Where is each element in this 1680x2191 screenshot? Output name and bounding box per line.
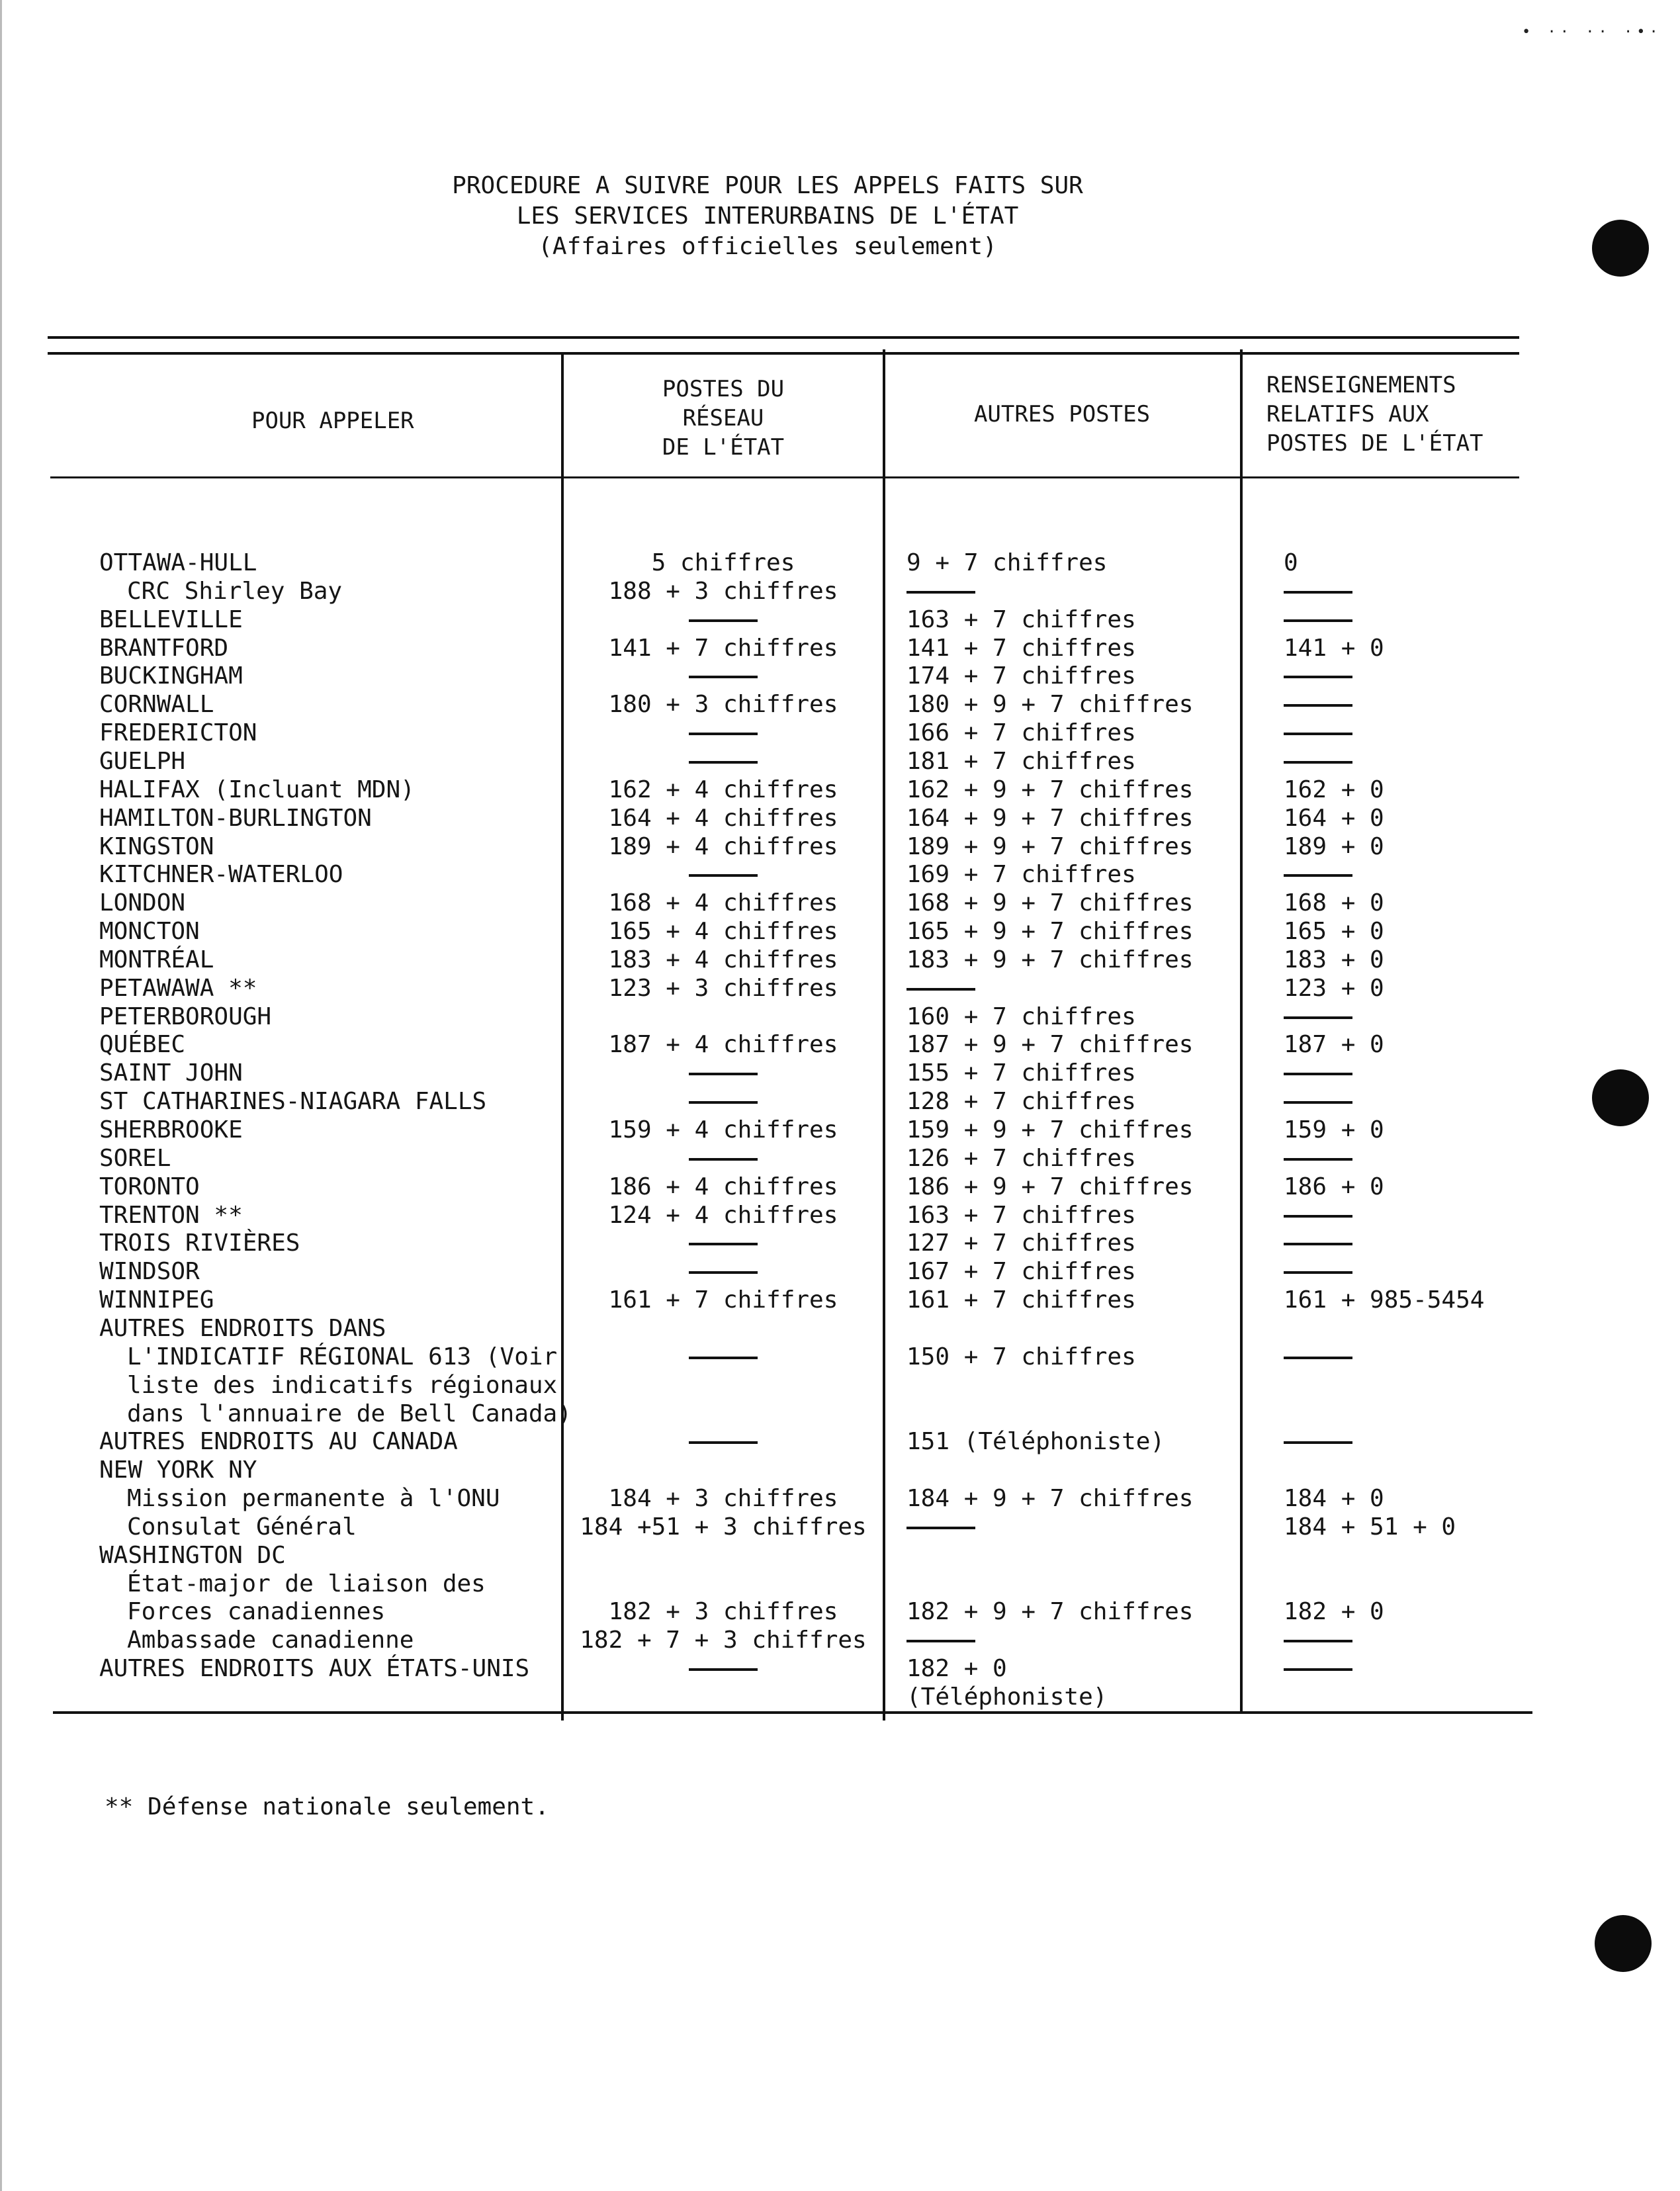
cell-destination: dans l'annuaire de Bell Canada) [127, 1400, 572, 1427]
dash-mark [689, 733, 758, 735]
table-row [0, 549, 1588, 577]
cell-renseignements [1284, 578, 1352, 605]
cell-reseau [566, 1343, 880, 1371]
dash-mark [906, 1527, 975, 1529]
header-renseignements [1266, 371, 1483, 458]
cell-destination: SOREL [99, 1145, 171, 1172]
dash-mark [1284, 733, 1352, 735]
cell-destination: HALIFAX (Incluant MDN) [99, 776, 415, 803]
cell-destination: AUTRES ENDROITS AU CANADA [99, 1428, 458, 1455]
table-row [0, 1202, 1588, 1230]
cell-renseignements: 164 + 0 [1284, 805, 1384, 832]
cell-renseignements: 165 + 0 [1284, 918, 1384, 945]
cell-reseau: 161 + 7 chiffres [608, 1286, 838, 1314]
cell-destination: PETAWAWA ** [99, 975, 257, 1002]
cell-renseignements [1284, 1230, 1352, 1257]
title-line-1: PROCEDURE A SUIVRE POUR LES APPELS FAITS SUR [452, 172, 1083, 199]
cell-reseau: 187 + 4 chiffres [608, 1031, 838, 1058]
header-rens-line: RENSEIGNEMENTS [1266, 372, 1456, 398]
cell-reseau: 164 + 4 chiffres [608, 805, 838, 832]
cell-destination: BRANTFORD [99, 635, 229, 662]
table-row [0, 1683, 1588, 1711]
dash-mark [1284, 1016, 1352, 1019]
punch-hole-top [1592, 220, 1649, 277]
cell-autres: 184 + 9 + 7 chiffres [906, 1485, 1194, 1512]
cell-reseau: 188 + 3 chiffres [608, 578, 838, 605]
cell-destination: TROIS RIVIÈRES [99, 1230, 300, 1257]
cell-reseau: 184 + 3 chiffres [608, 1485, 838, 1512]
cell-destination: QUÉBEC [99, 1031, 186, 1058]
cell-reseau: 162 + 4 chiffres [608, 776, 838, 803]
cell-reseau: 186 + 4 chiffres [608, 1173, 838, 1200]
cell-destination: ST CATHARINES-NIAGARA FALLS [99, 1088, 487, 1115]
cell-destination: MONTRÉAL [99, 946, 214, 973]
table-row [0, 1627, 1588, 1654]
punch-hole-bottom [1595, 1915, 1652, 1972]
cell-autres: 169 + 7 chiffres [906, 861, 1136, 888]
table-row [0, 1513, 1588, 1541]
table-row [0, 1230, 1588, 1257]
table-row [0, 1031, 1588, 1059]
table-row [0, 578, 1588, 605]
cell-autres: 163 + 7 chiffres [906, 606, 1136, 633]
cell-destination: MONCTON [99, 918, 200, 945]
table-row [0, 748, 1588, 776]
cell-autres: 160 + 7 chiffres [906, 1003, 1136, 1030]
cell-renseignements: 168 + 0 [1284, 889, 1384, 917]
cell-reseau [566, 719, 880, 747]
dash-mark [689, 619, 758, 622]
table-row [0, 1116, 1588, 1144]
dash-mark [906, 1640, 975, 1642]
cell-destination: AUTRES ENDROITS AUX ÉTATS-UNIS [99, 1655, 530, 1682]
table-row [0, 918, 1588, 946]
table-row [0, 1542, 1588, 1570]
table-row [0, 1598, 1588, 1626]
cell-reseau [566, 1258, 880, 1286]
cell-reseau [566, 1428, 880, 1456]
cell-renseignements: 184 + 51 + 0 [1284, 1513, 1456, 1541]
table-row [0, 946, 1588, 974]
table-row [0, 1400, 1588, 1428]
cell-renseignements [1284, 1059, 1352, 1087]
cell-renseignements [1284, 1258, 1352, 1286]
table-row [0, 1286, 1588, 1314]
cell-destination: FREDERICTON [99, 719, 257, 746]
table-top-rule-2 [48, 352, 1519, 355]
table-row [0, 1570, 1588, 1598]
cell-renseignements: 189 + 0 [1284, 833, 1384, 860]
cell-reseau: 182 + 3 chiffres [608, 1598, 838, 1625]
dash-mark [1284, 1101, 1352, 1104]
cell-destination: SHERBROOKE [99, 1116, 243, 1143]
cell-renseignements: 159 + 0 [1284, 1116, 1384, 1143]
cell-autres: 167 + 7 chiffres [906, 1258, 1136, 1285]
cell-autres: 168 + 9 + 7 chiffres [906, 889, 1194, 917]
cell-autres: 151 (Téléphoniste) [906, 1428, 1165, 1455]
cell-autres: 166 + 7 chiffres [906, 719, 1136, 746]
cell-destination: WINDSOR [99, 1258, 200, 1285]
cell-destination: TORONTO [99, 1173, 200, 1200]
cell-reseau: 182 + 7 + 3 chiffres [580, 1627, 867, 1654]
header-reseau-line: DE L'ÉTAT [662, 434, 785, 461]
cell-autres: 182 + 0 [906, 1655, 1007, 1682]
cell-destination: CORNWALL [99, 691, 214, 718]
cell-autres: 165 + 9 + 7 chiffres [906, 918, 1194, 945]
cell-reseau: 183 + 4 chiffres [608, 946, 838, 973]
table-row [0, 1258, 1588, 1286]
cell-destination: NEW YORK NY [99, 1456, 257, 1484]
cell-destination: HAMILTON-BURLINGTON [99, 805, 372, 832]
cell-reseau: 168 + 4 chiffres [608, 889, 838, 917]
title-line-3: (Affaires officielles seulement) [538, 233, 997, 260]
dash-mark [1284, 1668, 1352, 1671]
cell-autres: 180 + 9 + 7 chiffres [906, 691, 1194, 718]
cell-destination: KINGSTON [99, 833, 214, 860]
cell-autres: 164 + 9 + 7 chiffres [906, 805, 1194, 832]
table-row [0, 691, 1588, 719]
table-row [0, 1428, 1588, 1456]
cell-reseau: 189 + 4 chiffres [608, 833, 838, 860]
cell-renseignements [1284, 1088, 1352, 1116]
table-row [0, 1003, 1588, 1031]
table-row [0, 1485, 1588, 1513]
dash-mark [1284, 1243, 1352, 1245]
table-row [0, 776, 1588, 804]
cell-renseignements [1284, 662, 1352, 690]
cell-renseignements: 182 + 0 [1284, 1598, 1384, 1625]
cell-destination: Consulat Général [127, 1513, 357, 1541]
cell-renseignements: 183 + 0 [1284, 946, 1384, 973]
cell-destination: L'INDICATIF RÉGIONAL 613 (Voir [127, 1343, 558, 1370]
dash-mark [1284, 761, 1352, 764]
cell-renseignements [1284, 1627, 1352, 1654]
cell-autres: 150 + 7 chiffres [906, 1343, 1136, 1370]
dash-mark [1284, 704, 1352, 707]
cell-destination: BELLEVILLE [99, 606, 243, 633]
cell-reseau: 165 + 4 chiffres [608, 918, 838, 945]
cell-autres [906, 1627, 975, 1654]
cell-destination: PETERBOROUGH [99, 1003, 272, 1030]
cell-reseau [566, 1059, 880, 1087]
cell-autres: 187 + 9 + 7 chiffres [906, 1031, 1194, 1058]
header-reseau [566, 375, 880, 462]
cell-autres: 182 + 9 + 7 chiffres [906, 1598, 1194, 1625]
cell-destination: AUTRES ENDROITS DANS [99, 1315, 386, 1342]
cell-reseau: 123 + 3 chiffres [608, 975, 838, 1002]
cell-reseau: 124 + 4 chiffres [608, 1202, 838, 1229]
cell-renseignements [1284, 861, 1352, 889]
cell-destination: SAINT JOHN [99, 1059, 243, 1087]
scan-specks: • ·· ·· ·•· [1522, 24, 1662, 40]
cell-renseignements [1284, 1428, 1352, 1456]
cell-autres: 9 + 7 chiffres [906, 549, 1108, 576]
dash-mark [689, 1271, 758, 1274]
dash-mark [689, 874, 758, 877]
cell-destination: CRC Shirley Bay [127, 578, 343, 605]
cell-destination: LONDON [99, 889, 186, 917]
cell-destination: BUCKINGHAM [99, 662, 243, 690]
table-top-rule-1 [48, 336, 1519, 339]
cell-reseau [566, 1655, 880, 1683]
cell-destination: KITCHNER-WATERLOO [99, 861, 343, 888]
cell-renseignements: 123 + 0 [1284, 975, 1384, 1002]
table-row [0, 1315, 1588, 1343]
cell-autres: (Téléphoniste) [906, 1683, 1108, 1711]
cell-autres: 174 + 7 chiffres [906, 662, 1136, 690]
table-row [0, 1655, 1588, 1683]
dash-mark [906, 591, 975, 594]
header-destination: POUR APPELER [251, 408, 414, 434]
header-reseau-line: POSTES DU [662, 376, 785, 402]
dash-mark [689, 1357, 758, 1359]
dash-mark [1284, 1158, 1352, 1161]
title-line-2: LES SERVICES INTERURBAINS DE L'ÉTAT [516, 202, 1019, 230]
cell-destination: WASHINGTON DC [99, 1542, 286, 1569]
cell-reseau [566, 861, 880, 889]
cell-renseignements [1284, 1003, 1352, 1031]
cell-destination: État-major de liaison des [127, 1570, 486, 1597]
cell-autres [906, 578, 975, 605]
table-row [0, 606, 1588, 634]
cell-renseignements [1284, 1655, 1352, 1683]
cell-renseignements [1284, 1343, 1352, 1371]
dash-mark [1284, 1640, 1352, 1642]
cell-reseau: 141 + 7 chiffres [608, 635, 838, 662]
cell-renseignements: 141 + 0 [1284, 635, 1384, 662]
table-row [0, 1343, 1588, 1371]
cell-renseignements [1284, 748, 1352, 776]
cell-autres: 128 + 7 chiffres [906, 1088, 1136, 1115]
cell-autres: 189 + 9 + 7 chiffres [906, 833, 1194, 860]
punch-hole-middle [1592, 1069, 1649, 1126]
cell-autres: 181 + 7 chiffres [906, 748, 1136, 775]
dash-mark [689, 1073, 758, 1075]
dash-mark [1284, 1441, 1352, 1444]
table-row [0, 805, 1588, 832]
cell-reseau [566, 748, 880, 776]
dash-mark [689, 761, 758, 764]
cell-reseau: 180 + 3 chiffres [608, 691, 838, 718]
cell-renseignements [1284, 1202, 1352, 1230]
table-row [0, 1145, 1588, 1173]
table-row [0, 889, 1588, 917]
cell-destination: GUELPH [99, 748, 186, 775]
cell-renseignements: 161 + 985-5454 [1284, 1286, 1485, 1314]
cell-autres [906, 975, 975, 1003]
table-row [0, 662, 1588, 690]
cell-renseignements [1284, 1145, 1352, 1173]
table-row [0, 635, 1588, 662]
dash-mark [1284, 1073, 1352, 1075]
cell-reseau [566, 1088, 880, 1116]
table-row [0, 719, 1588, 747]
cell-autres: 161 + 7 chiffres [906, 1286, 1136, 1314]
dash-mark [1284, 1271, 1352, 1274]
cell-renseignements: 162 + 0 [1284, 776, 1384, 803]
header-autres: AUTRES POSTES [973, 401, 1151, 427]
dash-mark [689, 676, 758, 678]
cell-renseignements: 186 + 0 [1284, 1173, 1384, 1200]
cell-autres: 183 + 9 + 7 chiffres [906, 946, 1194, 973]
cell-autres: 162 + 9 + 7 chiffres [906, 776, 1194, 803]
dash-mark [1284, 676, 1352, 678]
header-bottom-rule [50, 476, 1519, 478]
dash-mark [689, 1441, 758, 1444]
cell-reseau: 184 +51 + 3 chiffres [580, 1513, 867, 1541]
cell-autres: 126 + 7 chiffres [906, 1145, 1136, 1172]
dash-mark [689, 1668, 758, 1671]
cell-reseau [566, 606, 880, 634]
dash-mark [1284, 619, 1352, 622]
dash-mark [689, 1243, 758, 1245]
cell-autres: 155 + 7 chiffres [906, 1059, 1136, 1087]
cell-autres: 127 + 7 chiffres [906, 1230, 1136, 1257]
document-title [371, 171, 1165, 262]
cell-destination: TRENTON ** [99, 1202, 243, 1229]
cell-renseignements [1284, 719, 1352, 747]
cell-renseignements: 187 + 0 [1284, 1031, 1384, 1058]
cell-destination: WINNIPEG [99, 1286, 214, 1314]
dash-mark [689, 1158, 758, 1161]
cell-renseignements [1284, 691, 1352, 719]
cell-reseau: 5 chiffres [651, 549, 795, 576]
cell-autres: 163 + 7 chiffres [906, 1202, 1136, 1229]
footnote: ** Défense nationale seulement. [105, 1793, 549, 1820]
dash-mark [1284, 1215, 1352, 1218]
header-rens-line: POSTES DE L'ÉTAT [1266, 430, 1483, 457]
table-row [0, 1059, 1588, 1087]
header-reseau-line: RÉSEAU [682, 405, 764, 431]
table-row [0, 975, 1588, 1003]
table-bottom-rule [53, 1711, 1532, 1714]
cell-autres: 141 + 7 chiffres [906, 635, 1136, 662]
dash-mark [689, 1101, 758, 1104]
dash-mark [1284, 1357, 1352, 1359]
cell-destination: OTTAWA-HULL [99, 549, 257, 576]
dash-mark [1284, 591, 1352, 594]
cell-autres: 186 + 9 + 7 chiffres [906, 1173, 1194, 1200]
table-row [0, 1088, 1588, 1116]
header-rens-line: RELATIFS AUX [1266, 401, 1429, 427]
cell-autres: 159 + 9 + 7 chiffres [906, 1116, 1194, 1143]
dash-mark [1284, 874, 1352, 877]
table-row [0, 1372, 1588, 1400]
cell-renseignements [1284, 606, 1352, 634]
table-row [0, 833, 1588, 861]
cell-reseau: 159 + 4 chiffres [608, 1116, 838, 1143]
cell-destination: Forces canadiennes [127, 1598, 386, 1625]
cell-reseau [566, 662, 880, 690]
cell-autres [906, 1513, 975, 1541]
table-row [0, 1456, 1588, 1484]
cell-reseau [566, 1230, 880, 1257]
cell-destination: Mission permanente à l'ONU [127, 1485, 500, 1512]
cell-reseau [566, 1145, 880, 1173]
dash-mark [906, 988, 975, 991]
cell-renseignements: 184 + 0 [1284, 1485, 1384, 1512]
cell-renseignements: 0 [1284, 549, 1298, 576]
cell-destination: liste des indicatifs régionaux [127, 1372, 558, 1399]
table-row [0, 1173, 1588, 1201]
cell-destination: Ambassade canadienne [127, 1627, 414, 1654]
table-row [0, 861, 1588, 889]
